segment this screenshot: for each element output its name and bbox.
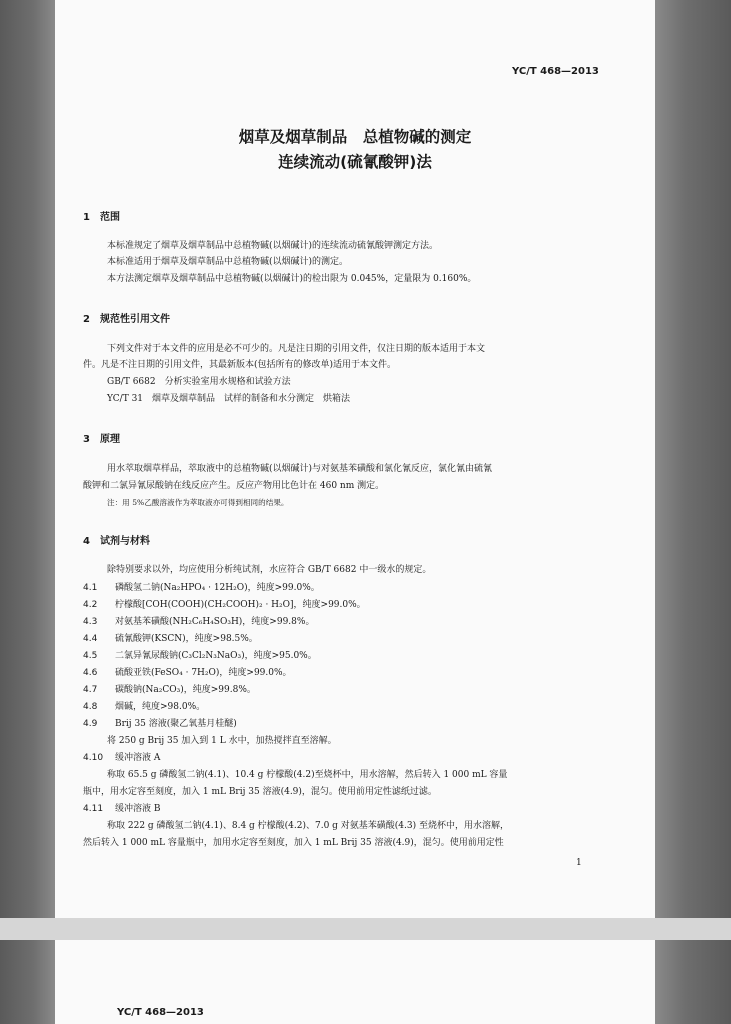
item-text: 柠檬酸[COH(COOH)(CH₂COOH)₂ · H₂O]，纯度>99.0%。 [115,600,366,610]
item-description: 将 250 g Brij 35 加入到 1 L 水中，加热搅拌直至溶解。 [107,736,337,746]
item-number: 4.6 [83,668,98,678]
paragraph-line: 酸钾和二氯异氰尿酸钠在线反应产生。反应产物用比色计在 460 nm 测定。 [83,481,385,491]
item-text: 缓冲溶液 A [115,753,161,763]
paragraph-line: 称取 65.5 g 磷酸氢二钠(4.1)、10.4 g 柠檬酸(4.2)至烧杯中，用水溶解，然后转入 1 000 mL 容量 [107,770,508,780]
item-number: 4.7 [83,685,98,695]
note-text: 注：用 5%乙酸溶液作为萃取液亦可得到相同的结果。 [107,498,289,507]
section-heading-reagents: 4 试剂与材料 [83,536,150,547]
item-text: 硫氰酸钾(KSCN)，纯度>98.5%。 [115,634,258,644]
item-text: 烟碱，纯度>98.0%。 [115,702,206,712]
document-page-1 [55,0,655,918]
paragraph-line: 除特别要求以外，均应使用分析纯试剂，水应符合 GB/T 6682 中一级水的规定。 [107,565,432,575]
viewer-margin-left [0,0,55,1024]
page-gap [0,918,731,940]
document-page-2 [55,940,655,1024]
standard-code-header: YC/T 468—2013 [512,66,599,77]
item-text: 硫酸亚铁(FeSO₄ · 7H₂O)，纯度>99.0%。 [115,668,292,678]
paragraph-line: 本标准适用于烟草及烟草制品中总植物碱(以烟碱计)的测定。 [107,257,349,267]
item-number: 4.9 [83,719,98,729]
document-title-line-2: 连续流动(硫氰酸钾)法 [278,153,432,171]
item-text: 缓冲溶液 B [115,804,161,814]
item-text: 二氯异氰尿酸钠(C₃Cl₂N₃NaO₃)，纯度>95.0%。 [115,651,317,661]
paragraph-line: 用水萃取烟草样品，萃取液中的总植物碱(以烟碱计)与对氨基苯磺酸和氯化氰反应，氯化氰由硫氰 [107,464,493,474]
item-number: 4.1 [83,583,98,593]
reference-item: GB/T 6682 分析实验室用水规格和试验方法 [107,377,291,387]
section-heading-normative-references: 2 规范性引用文件 [83,314,170,325]
item-text: 磷酸氢二钠(Na₂HPO₄ · 12H₂O)，纯度>99.0%。 [115,583,320,593]
item-number: 4.10 [83,753,104,763]
item-text: Brij 35 溶液(聚乙氧基月桂醚) [115,719,237,729]
item-number: 4.3 [83,617,98,627]
item-text: 对氨基苯磺酸(NH₂C₆H₄SO₃H)，纯度>99.8%。 [115,617,315,627]
item-number: 4.8 [83,702,98,712]
paragraph-line: 本方法测定烟草及烟草制品中总植物碱(以烟碱计)的检出限为 0.045%，定量限为 0.160%。 [107,274,477,284]
standard-code-header: YC/T 468—2013 [117,1007,204,1018]
paragraph-line: 件。凡是不注日期的引用文件，其最新版本(包括所有的修改单)适用于本文件。 [83,360,397,370]
item-number: 4.4 [83,634,98,644]
viewer-margin-right [655,0,731,1024]
paragraph-line: 然后转入 1 000 mL 容量瓶中，加用水定容至刻度，加入 1 mL Brij 35 溶液(4.9)，混匀。使用前用定性 [83,838,504,848]
section-heading-scope: 1 范围 [83,212,120,223]
section-heading-principle: 3 原理 [83,434,120,445]
paragraph-line: 本标准规定了烟草及烟草制品中总植物碱(以烟碱计)的连续流动硫氰酸钾测定方法。 [107,241,439,251]
reference-item: YC/T 31 烟草及烟草制品 试样的制备和水分测定 烘箱法 [107,394,351,404]
paragraph-line: 瓶中，用水定容至刻度，加入 1 mL Brij 35 溶液(4.9)，混匀。使用前用定性滤纸过滤。 [83,787,437,797]
item-number: 4.2 [83,600,98,610]
item-number: 4.5 [83,651,98,661]
document-title-line-1: 烟草及烟草制品 总植物碱的测定 [238,128,472,146]
paragraph-line: 下列文件对于本文件的应用是必不可少的。凡是注日期的引用文件，仅注日期的版本适用于本文 [107,344,486,354]
paragraph-line: 称取 222 g 磷酸氢二钠(4.1)、8.4 g 柠檬酸(4.2)、7.0 g 对氨基苯磺酸(4.3) 至烧杯中，用水溶解， [107,821,509,831]
page-number: 1 [576,858,582,868]
item-text: 碳酸钠(Na₂CO₃)，纯度>99.8%。 [115,685,256,695]
item-number: 4.11 [83,804,104,814]
